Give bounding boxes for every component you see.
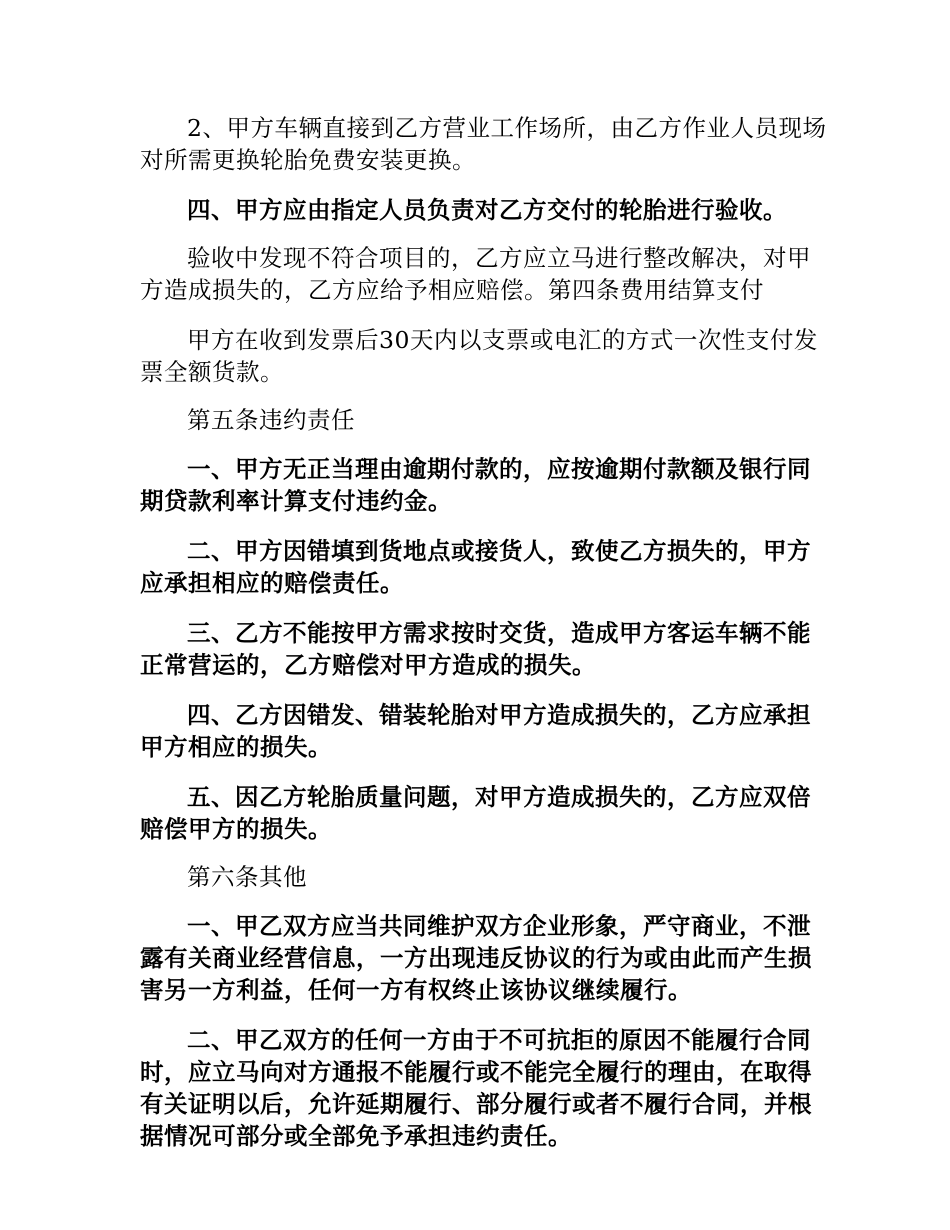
paragraph-4: 甲方在收到发票后30天内以支票或电汇的方式一次性支付发票全额货款。 (140, 326, 818, 386)
paragraph-12: 一、甲乙双方应当共同维护双方企业形象，严守商业，不泄露有关商业经营信息，一方出现违反协议的行为或由此而产生损害另一方利益，任何一方有权终止该协议继续履行。 (140, 912, 812, 1004)
paragraph-8: 三、乙方不能按甲方需求按时交货，造成甲方客运车辆不能正常营运的，乙方赔偿对甲方造成的损失。 (140, 619, 811, 679)
paragraph-7: 二、甲方因错填到货地点或接货人，致使乙方损失的，甲方应承担相应的赔偿责任。 (140, 537, 811, 597)
paragraph-1: 2、甲方车辆直接到乙方营业工作场所，由乙方作业人员现场对所需更换轮胎免费安装更换。 (140, 114, 827, 174)
paragraph-6: 一、甲方无正当理由逾期付款的，应按逾期付款额及银行同期贷款利率计算支付违约金。 (140, 455, 811, 515)
paragraph-9: 四、乙方因错发、错装轮胎对甲方造成损失的，乙方应承担甲方相应的损失。 (140, 701, 811, 761)
paragraph-13: 二、甲乙双方的任何一方由于不可抗拒的原因不能履行合同时，应立马向对方通报不能履行或不能完全履行的理由，在取得有关证明以后，允许延期履行、部分履行或者不履行合同，并根据情况可部分或全部免予承担违约责任。 (140, 1026, 812, 1150)
document-page (140, 112, 830, 1152)
section-heading-5: 第五条违约责任 (187, 406, 355, 434)
section-heading-6: 第六条其他 (187, 863, 307, 891)
paragraph-3: 验收中发现不符合项目的，乙方应立马进行整改解决，对甲方造成损失的，乙方应给予相应赔偿。第四条费用结算支付 (140, 244, 811, 304)
paragraph-2: 四、甲方应由指定人员负责对乙方交付的轮胎进行验收。 (187, 196, 787, 224)
paragraph-10: 五、因乙方轮胎质量问题，对甲方造成损失的，乙方应双倍赔偿甲方的损失。 (140, 783, 811, 843)
